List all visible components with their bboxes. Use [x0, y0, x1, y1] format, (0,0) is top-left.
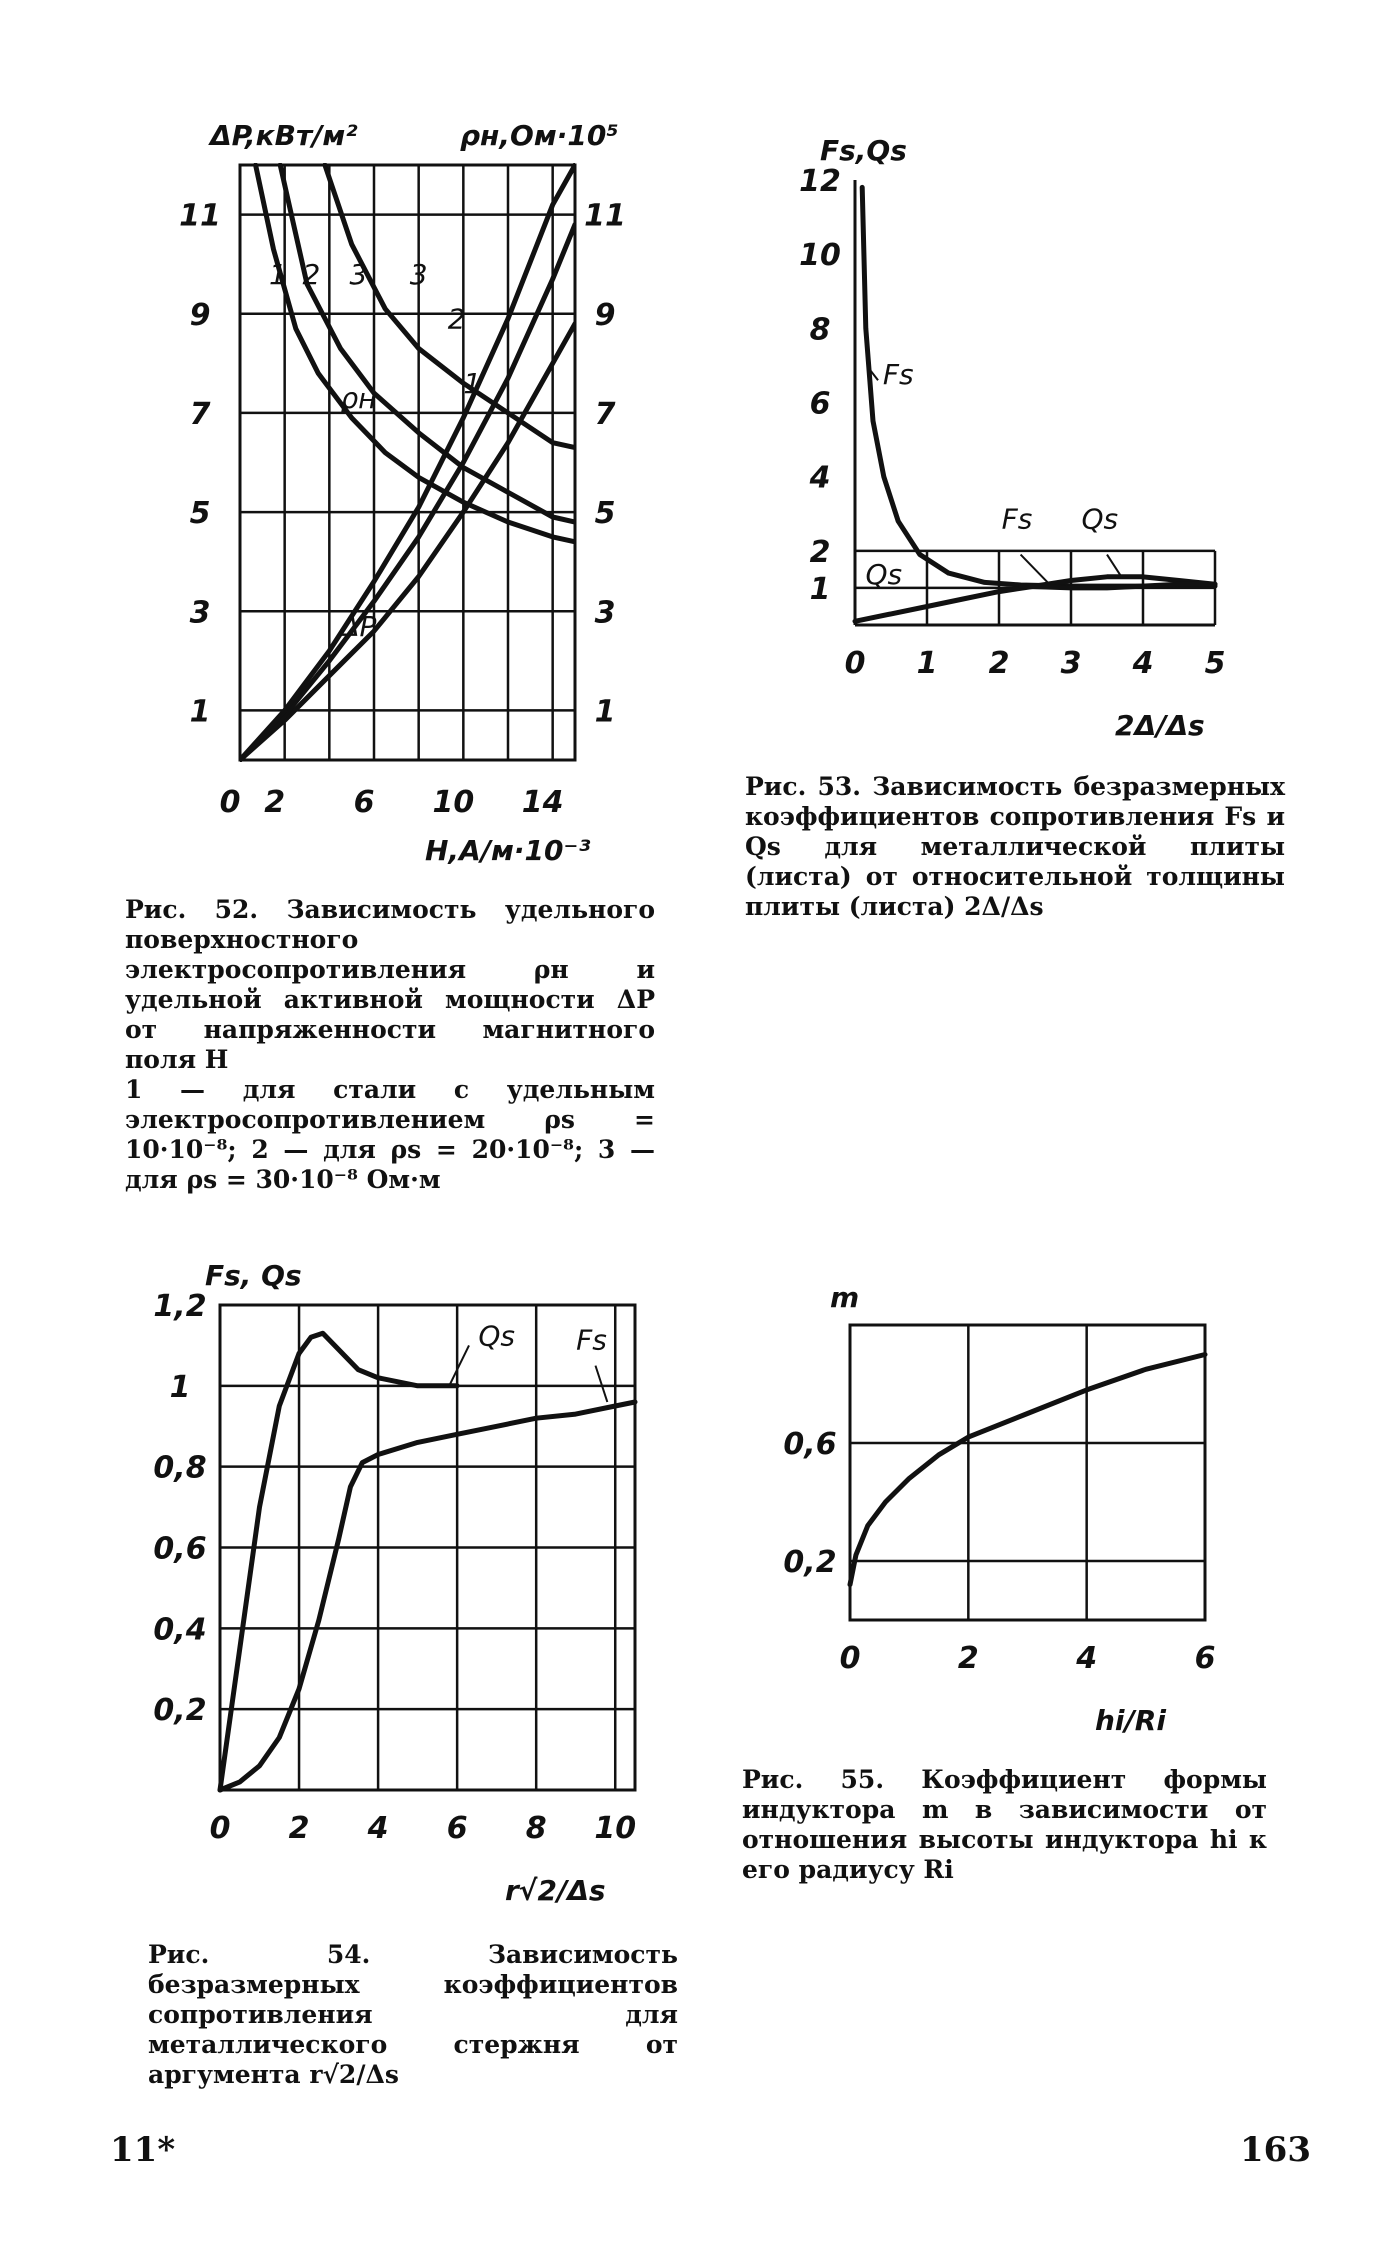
x-axis-label: r√2/Δs [505, 1874, 606, 1907]
x-tick-label: 2 [288, 1811, 310, 1846]
series-line-dp-3 [240, 165, 575, 760]
x-tick-label: 2 [988, 646, 1010, 681]
y-tick-label-left: 7 [189, 396, 211, 432]
y-tick-label: 2 [809, 534, 831, 570]
caption-fig52 [125, 895, 655, 1195]
y-tick-label: 0,8 [153, 1450, 207, 1486]
plot-frame [240, 165, 575, 760]
x-tick-label: 14 [521, 785, 564, 820]
leader-line [449, 1345, 469, 1385]
curve-label: 1 [463, 367, 482, 401]
y-axis-label: m [830, 1281, 860, 1314]
x-axis-label: 2Δ/Δs [1115, 709, 1205, 742]
x-tick-label: 0 [209, 1811, 231, 1846]
series-line-Fs [862, 187, 1215, 586]
x-tick-label: 4 [1076, 1641, 1098, 1676]
x-tick-label: 4 [1132, 646, 1154, 681]
y-tick-label-right: 11 [584, 198, 626, 234]
y-tick-label: 1 [809, 571, 831, 607]
curve-label: Qs [478, 1319, 515, 1353]
x-tick-label: 0 [839, 1641, 861, 1676]
leader-line [1021, 555, 1050, 585]
y-tick-label-right: 1 [594, 694, 616, 730]
x-tick-label: 10 [432, 785, 475, 820]
x-tick-label: 1 [916, 646, 938, 681]
caption-fig52-title: Рис. 52. Зависимость удельного поверхностного электросопротивления ρн и удельной активной мощности ΔP от напряженности магнитного поля H [125, 895, 655, 1074]
y-tick-label-left: 1 [189, 694, 211, 730]
curve-label: 2 [447, 302, 466, 336]
y-tick-label: 10 [799, 238, 841, 274]
x-tick-label: 0 [219, 785, 241, 820]
curve-label: Fs [882, 357, 914, 391]
y-tick-label-left: 9 [189, 297, 211, 333]
y-tick-label: 0,2 [153, 1693, 207, 1729]
series-line-rho-1 [256, 165, 575, 542]
curve-label: 3 [409, 258, 428, 291]
y-tick-label: 1,2 [153, 1289, 207, 1324]
curve-label: 1 [269, 258, 287, 291]
curve-label: 3 [349, 258, 368, 291]
y-tick-label: 4 [809, 460, 831, 496]
x-tick-label: 0 [844, 646, 866, 681]
series-line-m [850, 1355, 1205, 1585]
x-tick-label: 3 [1060, 646, 1082, 681]
x-tick-label: 10 [594, 1811, 637, 1846]
y-tick-label: 0,6 [153, 1531, 207, 1567]
chart-fig55 [783, 1281, 1215, 1737]
caption-fig53: Рис. 53. Зависимость безразмерных коэффициентов сопротивления Fs и Qs для металлической плиты (листа) от относительной толщины плиты (листа) 2Δ/Δs [745, 772, 1285, 921]
caption-fig54: Рис. 54. Зависимость безразмерных коэффициентов сопротивления для металлического стержня от аргумента r√2/Δs [148, 1940, 678, 2089]
x-tick-label: 8 [525, 1811, 547, 1846]
y-tick-label-right: 9 [594, 297, 616, 333]
signature-mark: 11* [110, 2130, 176, 2170]
curve-label: ΔP [340, 610, 377, 644]
caption-fig52-legend: 1 — для стали с удельным электросопротивлением ρs = 10·10⁻⁸; 2 — для ρs = 20·10⁻⁸; 3 — для ρs = 30·10⁻⁸ Ом·м [125, 1075, 655, 1194]
y-tick-label-right: 7 [594, 396, 616, 432]
series-line-Fs [220, 1402, 635, 1790]
y-tick-label: 0,6 [783, 1427, 837, 1462]
curve-label: Fs [576, 1323, 607, 1357]
page-number: 163 [1240, 2130, 1311, 2170]
curve-label: Qs [865, 558, 903, 592]
x-tick-label: 6 [446, 1811, 468, 1846]
caption-fig55: Рис. 55. Коэффициент формы индуктора m в зависимости от отношения высоты индуктора hi к его радиусу Ri [742, 1765, 1267, 1884]
chart-fig52 [179, 119, 626, 867]
y-tick-label: 0,2 [783, 1545, 837, 1580]
y-tick-label-right: 3 [594, 595, 616, 631]
x-tick-label: 2 [264, 785, 286, 820]
y-tick-label: 6 [809, 386, 831, 422]
leader-line [595, 1366, 607, 1402]
curve-label: ρн [340, 381, 377, 415]
x-axis-label: hi/Ri [1095, 1704, 1166, 1737]
series-line-Qs [220, 1333, 457, 1790]
y-tick-label: 1 [169, 1369, 191, 1405]
y-tick-label-left: 11 [179, 198, 221, 234]
y-axis-label-right: ρн,Ом·10⁵ [460, 119, 619, 152]
x-axis-label: H,А/м·10⁻³ [425, 834, 591, 867]
y-axis-label: Fs,Qs [820, 134, 907, 167]
leader-line [1107, 555, 1121, 577]
x-tick-label: 4 [367, 1811, 389, 1846]
y-tick-label-left: 5 [189, 496, 211, 532]
series-line-rho-2 [280, 165, 575, 522]
x-tick-label: 6 [1194, 1641, 1216, 1676]
y-axis-label: Fs, Qs [205, 1259, 302, 1292]
x-tick-label: 5 [1204, 646, 1226, 681]
x-tick-label: 2 [957, 1641, 979, 1676]
curve-label: 2 [302, 258, 321, 291]
y-axis-label-left: ΔP,кВт/м² [210, 119, 358, 152]
series-line-dp-1 [240, 324, 575, 760]
x-tick-label: 6 [353, 785, 375, 820]
y-tick-label: 0,4 [153, 1612, 207, 1648]
chart-fig53 [799, 134, 1225, 742]
y-tick-label-right: 5 [594, 496, 616, 532]
y-tick-label-left: 3 [189, 595, 211, 631]
curve-label: Fs [1001, 502, 1033, 536]
y-tick-label: 12 [799, 164, 841, 199]
y-tick-label: 8 [809, 312, 831, 348]
curve-label: Qs [1081, 502, 1119, 536]
chart-fig54 [153, 1259, 636, 1907]
